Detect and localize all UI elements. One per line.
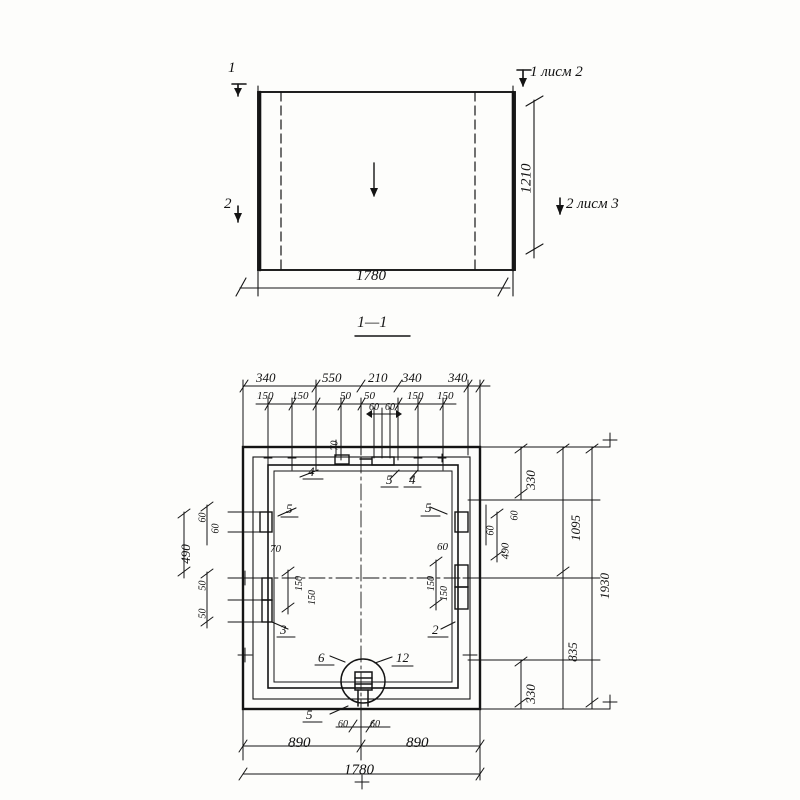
part-mark-12: 12 [396,650,409,665]
section-mark-2-left [234,206,242,222]
section-mark-1-left-label: 1 [228,60,236,76]
dim-top2-150-c: 150 [407,390,424,402]
dim-top2-50-b: 50 [364,390,375,402]
dim-top-550: 550 [322,370,342,385]
dim-top-340-a: 340 [256,370,276,385]
dim-right-60-a: 60 [509,510,521,521]
section-mark-2-left-label: 2 [224,196,232,212]
dim-right-835: 835 [564,642,580,662]
dim-left-50-b: 50 [197,608,209,619]
plan-right-dims [468,444,610,709]
part-mark-5-left: 5 [286,501,293,516]
embedded-plates [260,455,468,622]
part-mark-6: 6 [318,650,325,665]
section-mark-1-right-label: 1 лисм 2 [530,64,583,80]
dim-right-330-top: 330 [522,470,538,490]
part-mark-5-right: 5 [425,500,432,515]
dim-top-340-b: 340 [402,370,422,385]
dim-bottom-890-b: 890 [406,735,429,751]
dim-left-60-a: 60 [197,512,209,523]
dim-top-340-c: 340 [448,370,468,385]
sheet-title: 1—1 [357,314,388,331]
plan-left-dims [178,502,262,628]
dim-top3-60-b: 60 [385,402,395,413]
dim-right-330-bottom: 330 [522,684,538,704]
dim-bottom-60-b: 60 [370,719,380,730]
dim-top3-60-a: 60 [369,402,379,413]
section-mark-1-right [517,70,531,87]
top-view-height-value: 1210 [518,163,535,194]
part-mark-3: 3 [280,622,287,637]
part-mark-5-bottom: 5 [306,707,313,722]
dim-bottom-1780: 1780 [344,762,374,778]
dim-top2-150-a: 150 [257,390,274,402]
dim-top2-50-a: 50 [340,390,351,402]
section-mark-2-right-label: 2 лисм 3 [566,196,619,212]
dim-left-50-a: 50 [197,580,209,591]
part-mark-2: 2 [432,622,439,637]
dim-top-210: 210 [368,370,388,385]
dim-inner-60: 60 [437,541,448,553]
part-mark-4-top-right: 4 [409,472,416,487]
section-mark-1-left [232,84,246,96]
dim-right-60-b: 60 [485,525,497,536]
dim-bottom-890-a: 890 [288,735,311,751]
dim-inner-150-left-a: 150 [294,576,305,591]
dim-right-490: 490 [499,542,512,560]
dim-right-1930: 1930 [597,573,612,599]
section-mark-2-right [556,198,564,215]
dim-left-490: 490 [177,544,193,564]
dim-inner-150-left-b: 150 [307,590,318,605]
dim-bottom-60-a: 60 [338,719,348,730]
dim-top2-150-b: 150 [292,390,309,402]
dim-inner-70: 70 [270,543,281,555]
dim-left-60-b: 60 [210,523,222,534]
part-mark-5-top: 5 [386,472,393,487]
top-view-outline [258,92,515,270]
center-arrow [370,163,378,197]
dim-inner-150-right-a: 150 [426,576,437,591]
dim-top2-150-d: 150 [437,390,454,402]
dim-inner-150-right-b: 150 [439,586,450,601]
top-view-width-value: 1780 [356,268,386,284]
part-mark-4-top: 4 [308,464,315,479]
dim-right-1095: 1095 [568,515,583,541]
dim-inner-top-70: 70 [329,440,341,451]
